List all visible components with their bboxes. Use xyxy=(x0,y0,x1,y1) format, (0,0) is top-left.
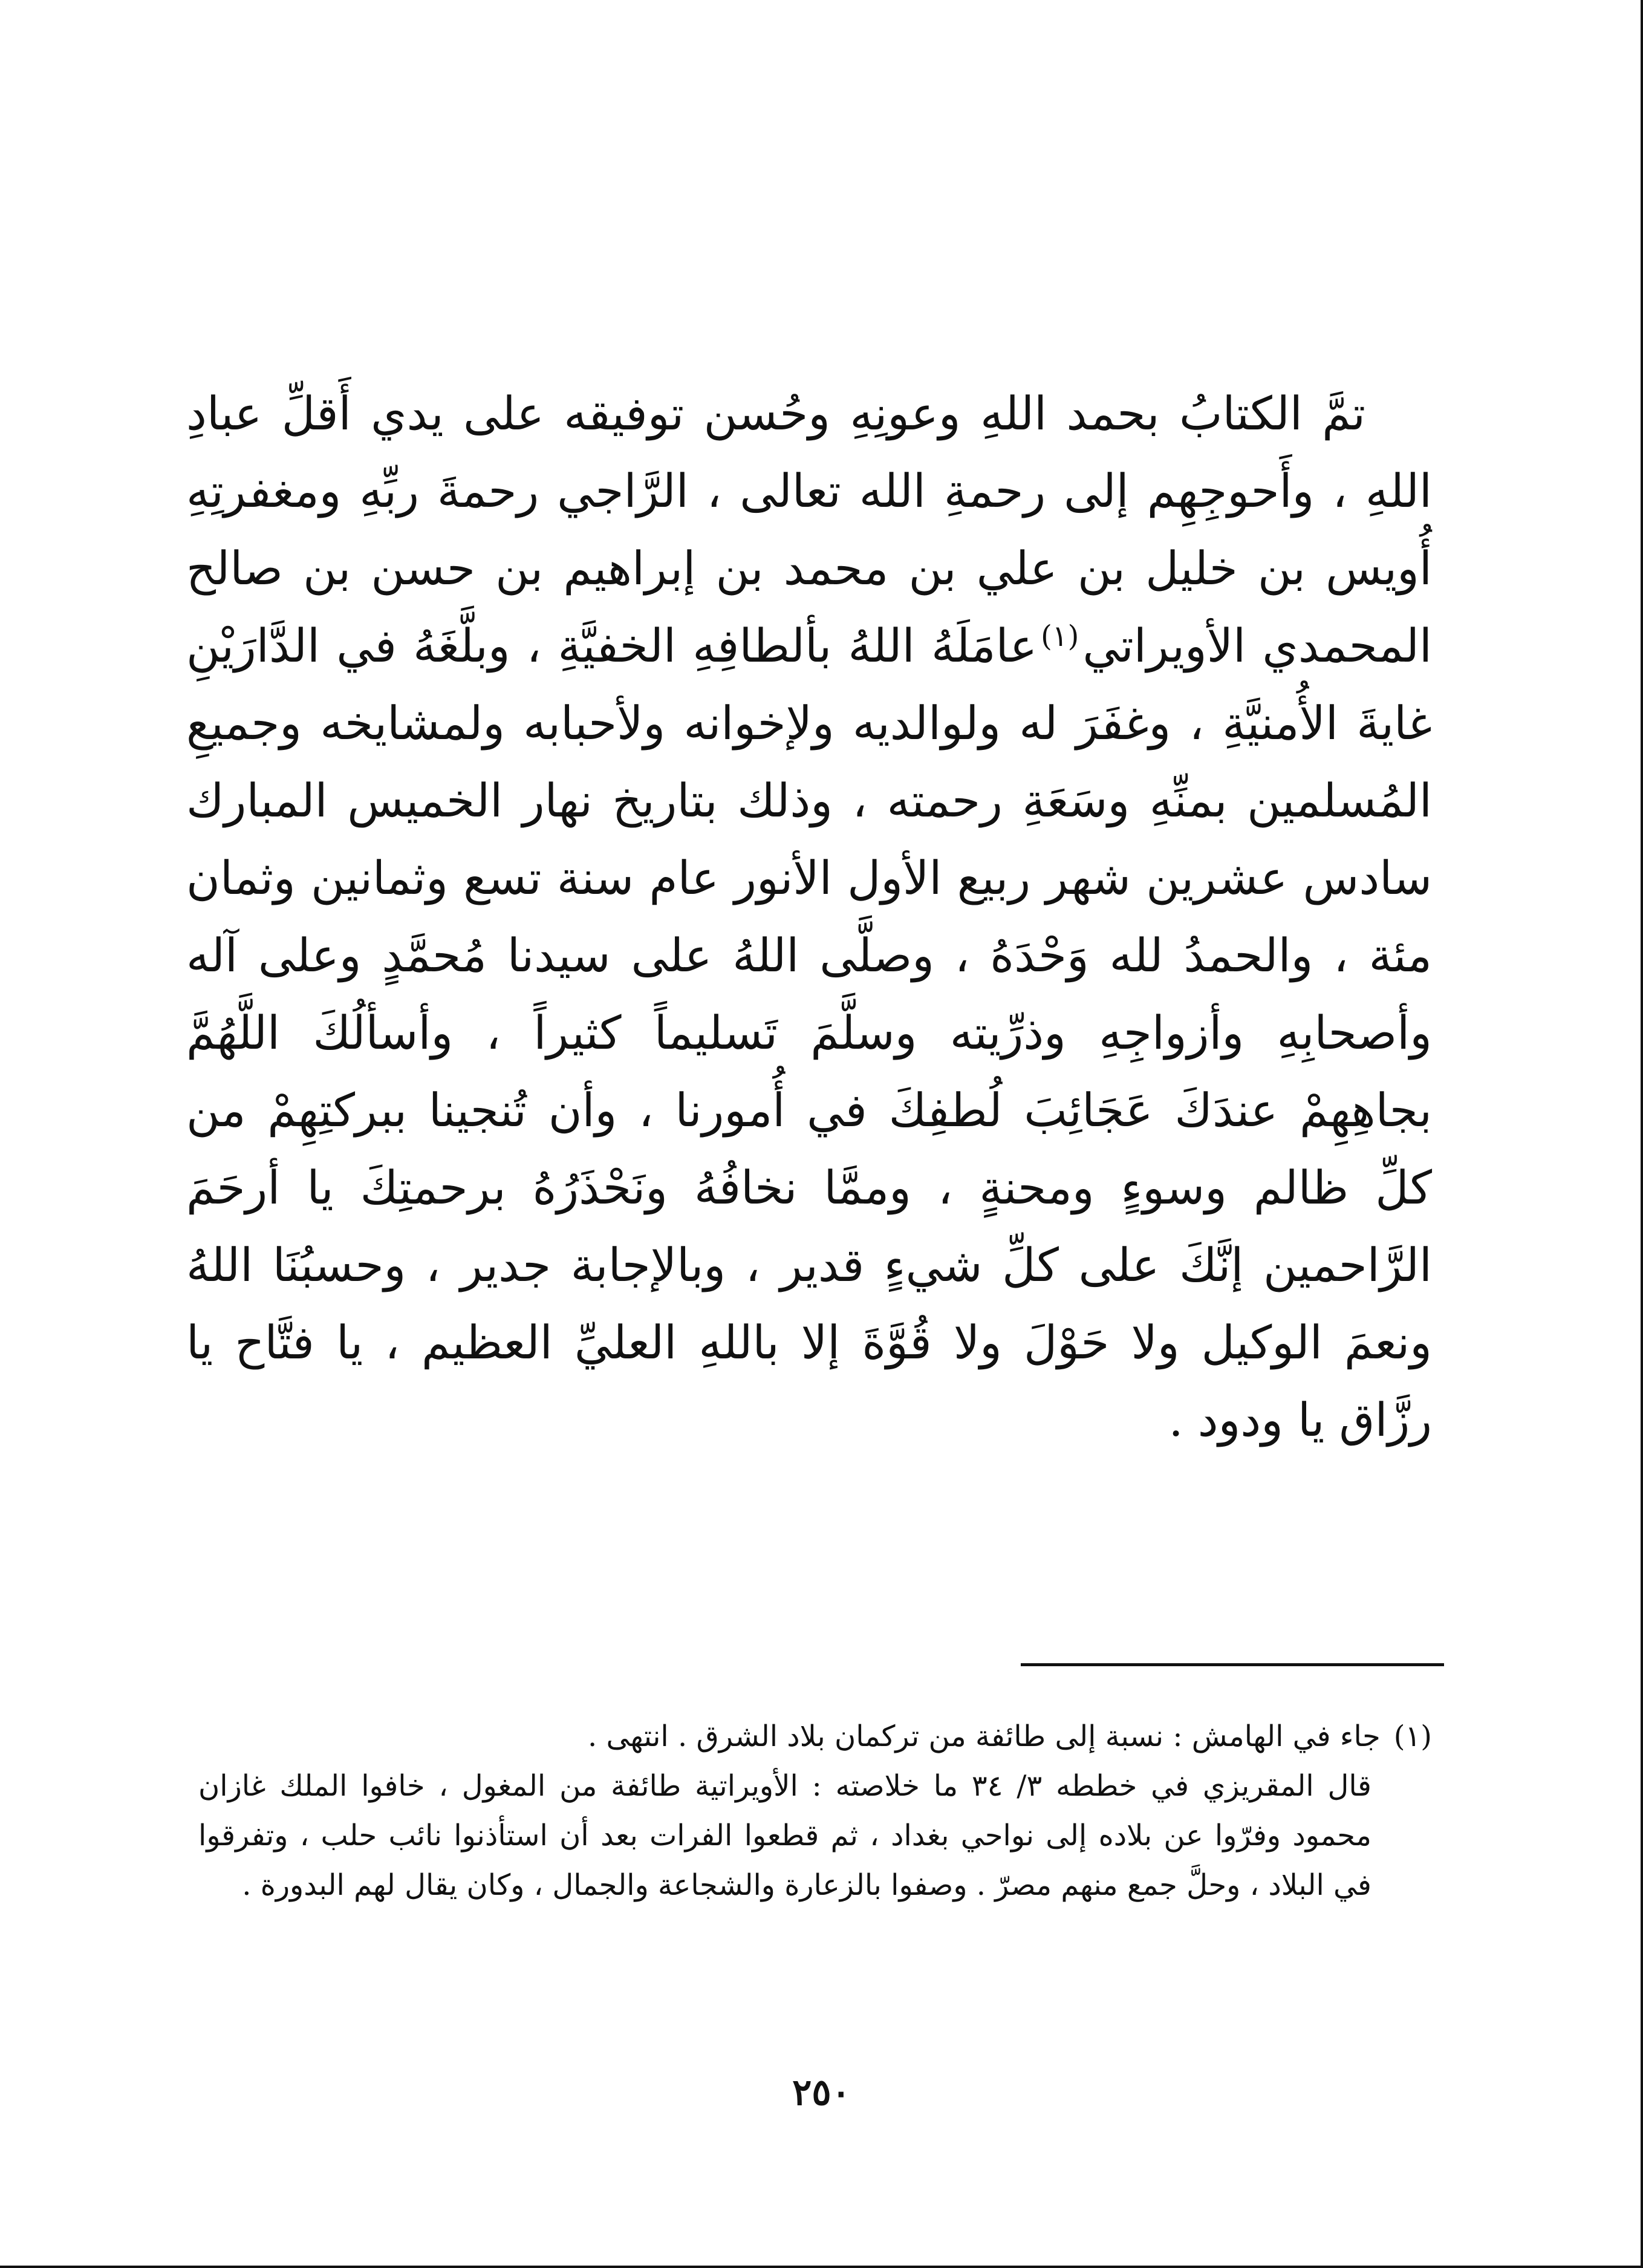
page-number: ٢٥٠ xyxy=(792,2071,851,2114)
footnote-block xyxy=(198,1712,1432,1910)
footnote-first-line xyxy=(198,1712,1432,1761)
colophon-text-start: تمَّ الكتابُ بحمد اللهِ وعونِهِ وحُسن توفيقه على يدي أَقلِّ عبادِ اللهِ ، وأَحوجِهِم إلى رحمةِ الله تعالى ، الرَّاجي رحمةَ ربِّهِ ومغفرتِهِ أُويس بن خليل بن علي بن محمد بن إبراهيم بن حسن بن صالح المحمدي الأويراتي xyxy=(186,386,1432,673)
main-text-block xyxy=(186,375,1432,1459)
colophon-paragraph xyxy=(186,375,1432,1459)
footnote-divider xyxy=(1021,1663,1444,1666)
footnote-marginal-note: جاء في الهامش : نسبة إلى طائفة من تركمان بلاد الشرق . انتهى . xyxy=(587,1719,1381,1753)
footnote-reference-marker[interactable]: (١) xyxy=(1041,619,1079,653)
colophon-text-end: عامَلَهُ اللهُ بألطافِهِ الخفيَّةِ ، وبلَّغَهُ في الدَّارَيْنِ غايةَ الأُمنيَّةِ ، وغفَرَ له ولوالديه ولإخوانه ولأحبابه ولمشايخه وجميعِ المُسلمين بمنِّهِ وسَعَةِ رحمته ، وذلك بتاريخ نهار الخميس المبارك سادس عشرين شهر ربيع الأول الأنور عام سنة تسع وثمانين وثمان مئة ، والحمدُ لله وَحْدَهُ ، وصلَّى اللهُ على سيدنا مُحمَّدٍ وعلى آله وأصحابِهِ وأزواجِهِ وذرِّيته وسلَّمَ تَسليماً كثيراً ، وأسألُكَ اللَّهُمَّ بجاهِهِمْ عندَكَ عَجَائِبَ لُطفِكَ في أُمورنا ، وأن تُنجينا ببركتِهِمْ من كلِّ ظالم وسوءٍ ومحنةٍ ، وممَّا نخافُهُ ونَحْذَرُهُ برحمتِكَ يا أرحَمَ الرَّاحمين إنَّكَ على كلِّ شيءٍ قدير ، وبالإجابة جدير ، وحسبُنَا اللهُ ونعمَ الوكيل ولا حَوْلَ ولا قُوَّةَ إلا باللهِ العليِّ العظيم ، يا فتَّاح يا رزَّاق يا ودود . xyxy=(186,619,1432,1447)
footnote-number: (١) xyxy=(1393,1719,1432,1753)
footnote-body: قال المقريزي في خططه ٣/ ٣٤ ما خلاصته : الأويراتية طائفة من المغول ، خافوا الملك غازان محمود وفرّوا عن بلاده إلى نواحي بغداد ، ثم قطعوا الفرات بعد أن استأذنوا نائب حلب ، وتفرقوا في البلاد ، وحلَّ جمع منهم مصرّ . وصفوا بالزعارة والشجاعة والجمال ، وكان يقال لهم البدورة . xyxy=(198,1769,1372,1902)
